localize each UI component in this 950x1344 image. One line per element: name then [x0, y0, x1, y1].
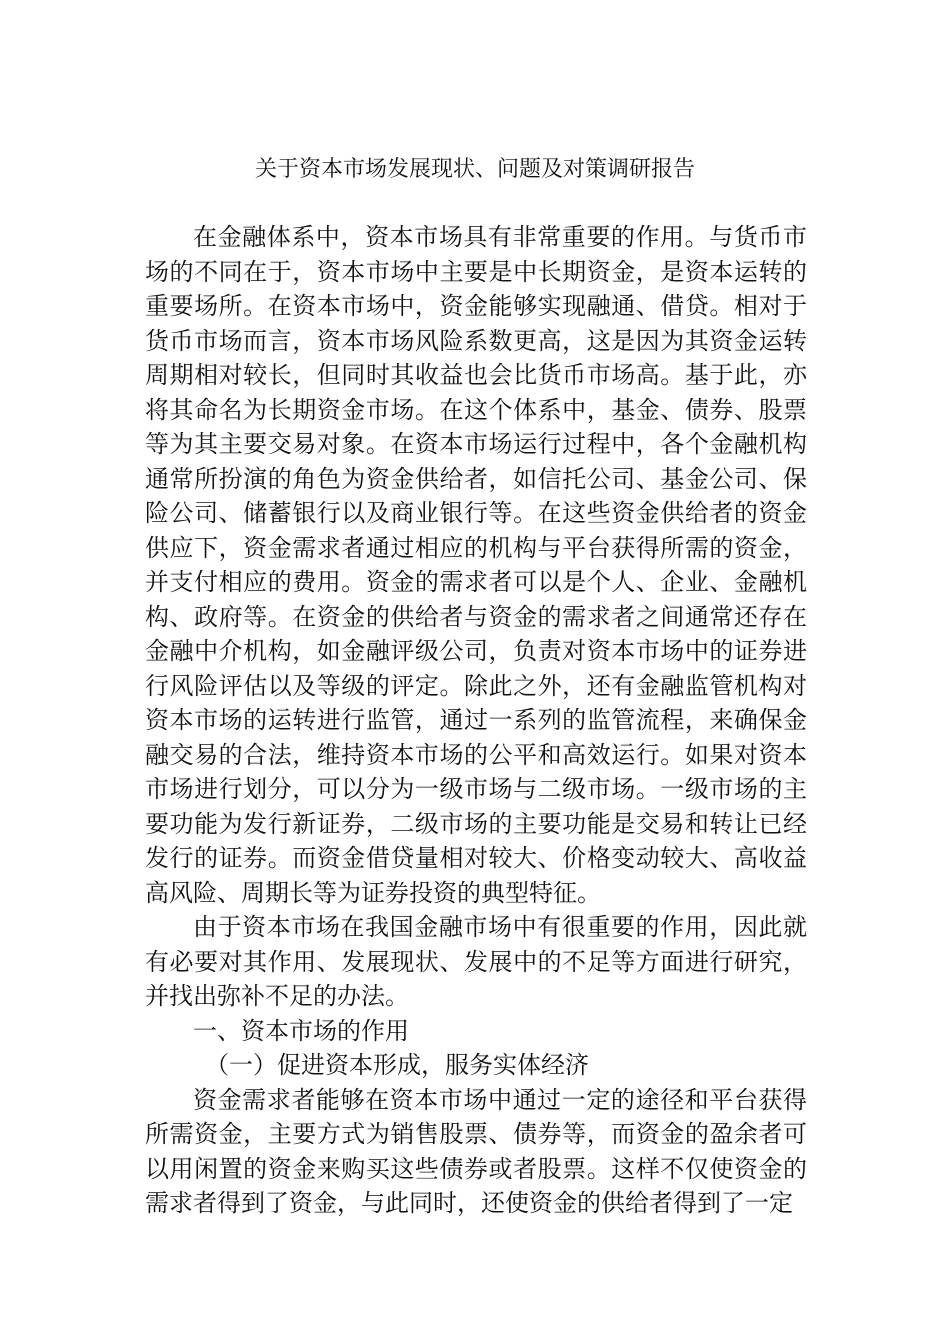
- paragraph-purpose: 由于资本市场在我国金融市场中有很重要的作用，因此就有必要对其作用、发展现状、发展中的不足等方面进行研究，并找出弥补不足的办法。: [145, 913, 807, 1010]
- paragraph-capital-formation: 资金需求者能够在资本市场中通过一定的途径和平台获得所需资金，主要方式为销售股票、债券等，而资金的盈余者可以用闲置的资金来购买这些债券或者股票。这样不仅使资金的需求者得到了资金，与此同时，还使资金的供给者得到了一定: [145, 1085, 807, 1217]
- paragraph-intro: 在金融体系中，资本市场具有非常重要的作用。与货币市场的不同在于，资本市场中主要是中长期资金，是资本运转的重要场所。在资本市场中，资金能够实现融通、借贷。相对于货币市场而言，资本市场风险系数更高，这是因为其资金运转周期相对较长，但同时其收益也会比货币市场高。基于此，亦将其命名为长期资金市场。在这个体系中，基金、债券、股票等为其主要交易对象。在资本市场运行过程中，各个金融机构通常所扮演的角色为资金供给者，如信托公司、基金公司、保险公司、储蓄银行以及商业银行等。在这些资金供给者的资金供应下，资金需求者通过相应的机构与平台获得所需的资金，并支付相应的费用。资金的需求者可以是个人、企业、金融机构、政府等。在资金的供给者与资金的需求者之间通常还存在金融中介机构，如金融评级公司，负责对资本市场中的证券进行风险评估以及等级的评定。除此之外，还有金融监管机构对资本市场的运转进行监管，通过一系列的监管流程，来确保金融交易的合法，维持资本市场的公平和高效运行。如果对资本市场进行划分，可以分为一级市场与二级市场。一级市场的主要功能为发行新证券，二级市场的主要功能是交易和转让已经发行的证券。而资金借贷量相对较大、价格变动较大、高收益高风险、周期长等为证券投资的典型特征。: [145, 223, 807, 907]
- subsection-heading-1-1: （一）促进资本形成，服务实体经济: [205, 1051, 589, 1079]
- document-body: [145, 220, 807, 1221]
- section-heading-1: 一、资本市场的作用: [193, 1016, 409, 1045]
- document-title: 关于资本市场发展现状、问题及对策调研报告: [254, 157, 695, 182]
